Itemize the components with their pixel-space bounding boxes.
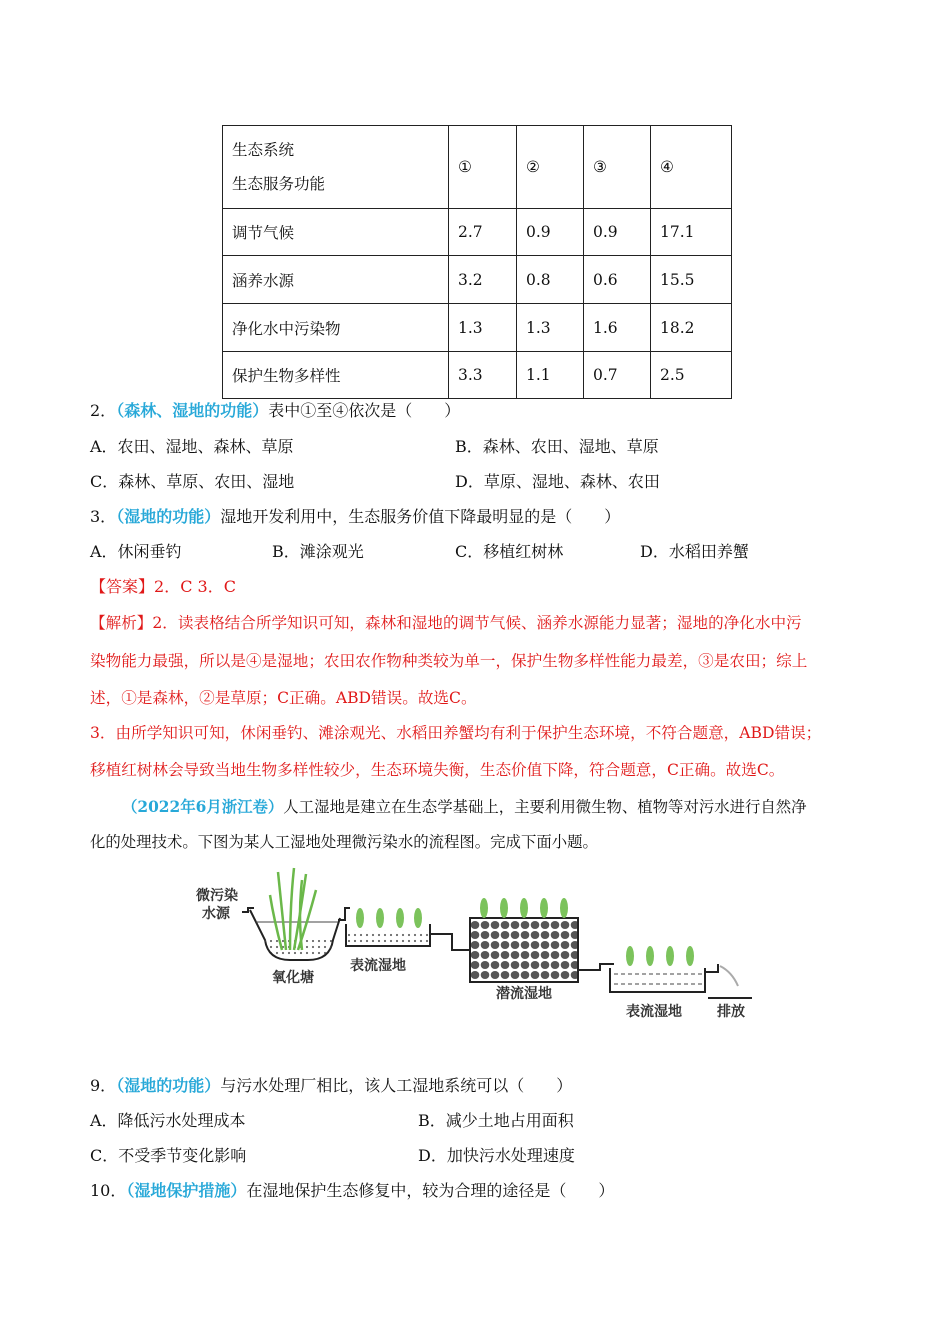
table-cell: 2.7 [449,209,517,256]
analysis-line-2: 染物能力最强，所以是④是湿地；农田农作物种类较为单一，保护生物多样性能力最差，③是农田；综上 [90,652,808,670]
question-number: 3． [90,507,117,526]
option-d[interactable]: D．草原、湿地、森林、农田 [455,472,660,491]
option-a[interactable]: A．农田、湿地、森林、草原 [90,437,294,456]
question-number: 10． [90,1181,127,1200]
knowledge-tag: （森林、湿地的功能） [116,401,269,420]
table-cell: 1.1 [517,352,584,399]
surface-wetland-2-label: 表流湿地 [626,1004,682,1020]
inlet-pipe [242,908,254,912]
reed-plant-icon [270,868,316,950]
option-b[interactable]: B．滩涂观光 [272,542,364,561]
question-number: 9． [90,1076,117,1095]
table-row [223,304,732,352]
pond-label: 氧化塘 [272,970,314,986]
option-a[interactable]: A．降低污水处理成本 [90,1111,246,1130]
question-stem: 在湿地保护生态修复中，较为合理的途径是（ ） [246,1181,615,1200]
table-row [223,209,732,256]
table-cell: 1.6 [584,304,651,352]
analysis-line-5: 移植红树林会导致当地生物多样性较少，生态环境失衡，生态价值下降，符合题意，C正确。故选C。 [90,761,785,779]
knowledge-tag: （湿地的功能） [116,1076,221,1095]
table-cell: 17.1 [651,209,732,256]
table-cell: 0.6 [584,256,651,304]
question-10 [90,1180,614,1202]
table-header-row [223,126,732,209]
table-cell: 1.3 [517,304,584,352]
option-a[interactable]: A．休闲垂钓 [90,542,182,561]
table-cell: 0.8 [517,256,584,304]
table-row [223,256,732,304]
header-ecosystem: 生态系统 [232,141,295,159]
ecosystem-table [222,125,732,399]
header-service: 生态服务功能 [232,175,326,193]
source-label-2: 水源 [202,906,230,922]
question-stem: 与污水处理厂相比，该人工湿地系统可以（ ） [220,1076,573,1095]
plant-icon [626,946,694,966]
intro-line-2: 化的处理技术。下图为某人工湿地处理微污染水的流程图。完成下面小题。 [90,833,598,851]
analysis-line-4: 3．由所学知识可知，休闲垂钓、滩涂观光、水稻田养蟹均有利于保护生态环境，不符合题意，ABD错误； [90,724,822,742]
question-9 [90,1075,572,1097]
row-label: 涵养水源 [223,256,449,304]
analysis-line-1: 【解析】2．读表格结合所学知识可知，森林和湿地的调节气候、涵养水源能力显著；湿地的净化水中污 [90,614,802,632]
analysis-line-3: 述，①是森林，②是草原；C正确。ABD错误。故选C。 [90,689,477,707]
plant-icon [480,898,568,918]
table-cell: 15.5 [651,256,732,304]
surface-wetland-2 [610,946,705,992]
question-stem: 表中①至④依次是（ ） [268,401,461,420]
option-d[interactable]: D．水稻田养蟹 [640,542,749,561]
question-number: 2． [90,401,117,420]
surface-wetland-1 [346,908,430,946]
answer-text: 2．C 3．C [154,577,236,596]
table-cell: 0.7 [584,352,651,399]
surface-wetland-1-label: 表流湿地 [350,958,406,974]
table-cell: 2.5 [651,352,732,399]
subsurface-wetland [470,898,578,982]
column-header: ④ [651,126,732,209]
table-row [223,352,732,399]
column-header: ② [517,126,584,209]
option-c[interactable]: C．森林、草原、农田、湿地 [90,472,295,491]
option-c[interactable]: C．移植红树林 [455,542,564,561]
row-label: 净化水中污染物 [223,304,449,352]
table-cell: 0.9 [517,209,584,256]
row-label: 保护生物多样性 [223,352,449,399]
row-label: 调节气候 [223,209,449,256]
plant-icon [356,908,422,928]
table-cell: 0.9 [584,209,651,256]
knowledge-tag: （湿地的功能） [116,507,221,526]
oxidation-pond [250,868,340,960]
intro-line-1: （2022年6月浙江卷）人工湿地是建立在生态学基础上，主要利用微生物、植物等对污水进行自然净 [122,798,807,816]
table-corner-header [223,126,449,209]
table-cell: 1.3 [449,304,517,352]
option-d[interactable]: D．加快污水处理速度 [418,1146,575,1165]
answer-line [90,576,236,598]
question-2 [90,400,460,422]
table-cell: 18.2 [651,304,732,352]
discharge-label: 排放 [717,1004,745,1020]
wetland-flow-diagram [190,860,770,1035]
source-label-1: 微污染 [196,888,238,904]
question-stem: 湿地开发利用中，生态服务价值下降最明显的是（ ） [220,507,621,526]
option-c[interactable]: C．不受季节变化影响 [90,1146,247,1165]
answer-label: 【答案】 [90,577,155,596]
table-cell: 3.2 [449,256,517,304]
knowledge-tag: （湿地保护措施） [126,1181,247,1200]
option-b[interactable]: B．森林、农田、湿地、草原 [455,437,659,456]
outlet-pipe [705,964,718,972]
table-cell: 3.3 [449,352,517,399]
subsurface-wetland-label: 潜流湿地 [496,986,552,1002]
analysis-label: 【解析】 [90,614,153,632]
exam-source: （2022年6月浙江卷） [122,798,284,816]
column-header: ① [449,126,517,209]
question-3 [90,506,620,528]
option-b[interactable]: B．减少土地占用面积 [418,1111,574,1130]
column-header: ③ [584,126,651,209]
